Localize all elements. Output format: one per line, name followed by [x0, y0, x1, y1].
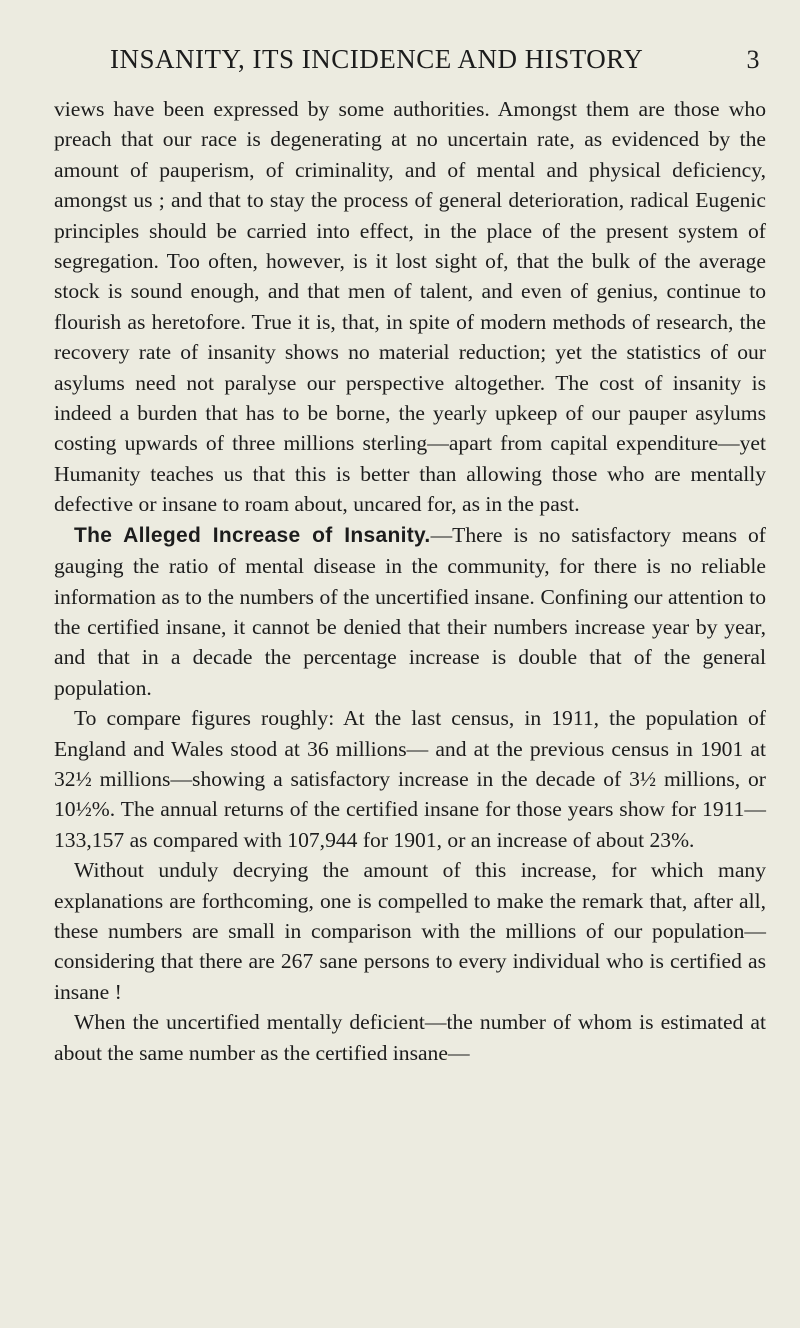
paragraph-3 — [54, 703, 766, 855]
running-head — [110, 44, 760, 75]
section-heading-alleged-increase: The Alleged Increase of Insanity. — [74, 523, 431, 547]
paragraph-1 — [54, 94, 766, 520]
paragraph-3-text: To compare figures roughly: At the last census, in 1911, the population of England and Wales stood at 36 millions— and at the previous census in 1901 at 32½ millions—showing a satisfactory increase in the decade of 3½ millions, or 10½%. The annual returns of the certified insane for those years show for 1911—133,157 as compared with 107,944 for 1901, or an increase of about 23%. — [54, 706, 766, 852]
body-text — [54, 94, 766, 1068]
paragraph-2 — [54, 520, 766, 703]
paragraph-2-text: —There is no satisfactory means of gauging the ratio of mental disease in the community, for there is no reliable information as to the numbers of the uncertified insane. Confining our attention to the certified insane, it cannot be denied that their numbers increase year by year, and that in a decade the percentage increase is double that of the general population. — [54, 522, 766, 700]
paragraph-4-text: Without unduly decrying the amount of this increase, for which many explanations are forthcoming, one is compelled to make the remark that, after all, these numbers are small in comparison with the millions of our population—considering that there are 267 sane persons to every individual who is certified as insane ! — [54, 858, 766, 1004]
running-head-title: INSANITY, ITS INCIDENCE AND HISTORY — [110, 44, 644, 74]
paragraph-5 — [54, 1007, 766, 1068]
paragraph-5-text: When the uncertified mentally deficient—the number of whom is estimated at about the same number as the certified insane— — [54, 1010, 766, 1065]
paragraph-1-text: views have been expressed by some authorities. Amongst them are those who preach that our race is degenerating at no uncertain rate, as evidenced by the amount of pauperism, of criminality, and of mental and physical deficiency, amongst us ; and that to stay the process of general deterioration, radical Eugenic principles should be carried into effect, in the place of the present system of segregation. Too often, however, is it lost sight of, that the bulk of the average stock is sound enough, and that men of talent, and even of genius, continue to flourish as heretofore. True it is, that, in spite of modern methods of research, the recovery rate of insanity shows no material reduction; yet the statistics of our asylums need not paralyse our perspective altogether. The cost of insanity is indeed a burden that has to be borne, the yearly upkeep of our pauper asylums costing upwards of three millions sterling—apart from capital expenditure—yet Humanity teaches us that this is better than allowing those who are mentally defective or insane to roam about, uncared for, as in the past. — [54, 97, 766, 517]
page-number: 3 — [746, 45, 760, 74]
paragraph-4 — [54, 855, 766, 1007]
